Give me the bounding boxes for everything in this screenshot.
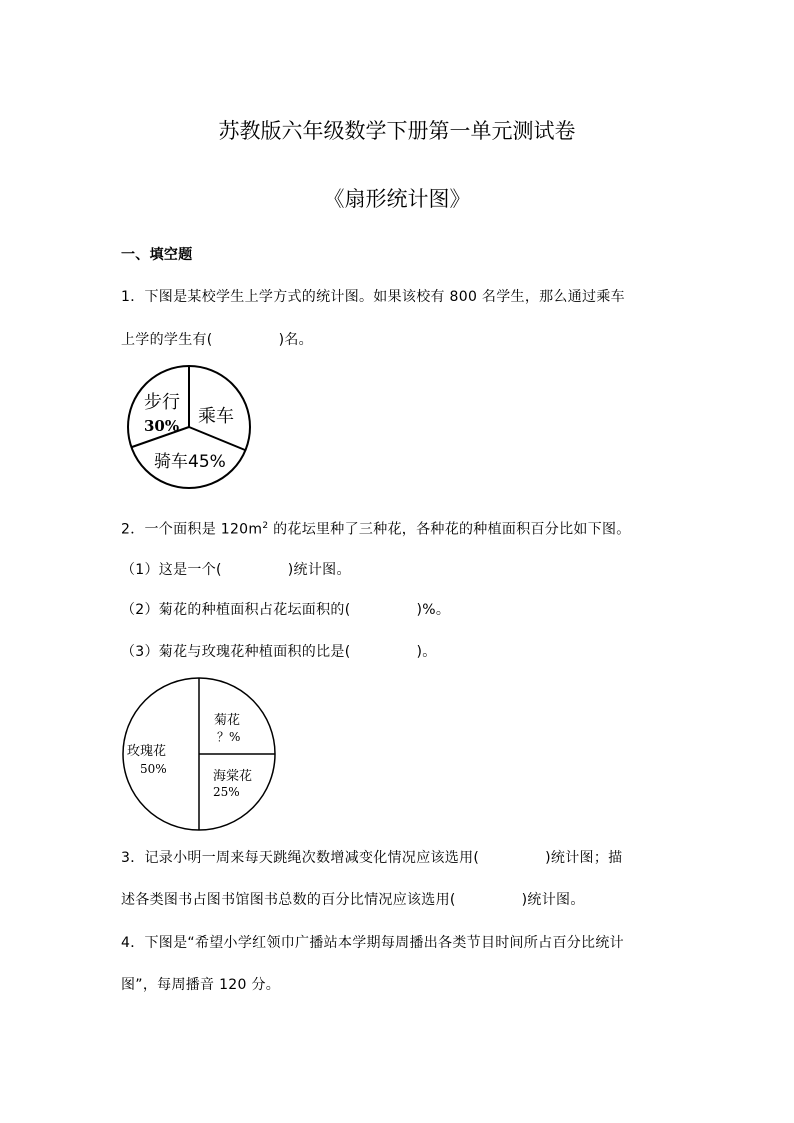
q3-line2-pre: 述各类图书占图书馆图书总数的百分比情况应该选用( [121,892,456,908]
q2-line1-pre: 2．一个面积是 120m [121,521,263,538]
q2-sub1 [121,560,351,580]
q2-sub3 [121,642,437,662]
q3-line2 [121,890,585,910]
q2-sub1-pre: （1）这是一个( [121,562,222,578]
q2-superscript: 2 [262,521,269,531]
section-heading: 一、填空题 [121,247,193,263]
q2-sub3-pre: （3）菊花与玫瑰花种植面积的比是( [121,644,351,660]
q2-slice-label-rose: 玫瑰花 [127,744,167,759]
q2-slice-value-begonia: 25% [213,785,240,799]
q3-line1-pre: 3．记录小明一周来每天跳绳次数增减变化情况应该选用( [121,850,480,866]
q3-line1 [121,848,622,868]
q2-slice-label-chrysanthemum: 菊花 [214,713,241,728]
q2-pie-chart [120,675,280,835]
q4-line2: 图”，每周播音 120 分。 [121,977,281,993]
q4-line1: 4．下图是“希望小学红领巾广播站本学期每周播出各类节目时间所占百分比统计 [121,935,624,951]
q1-line2 [121,330,313,350]
q1-slice-value-walk: 30% [144,417,180,435]
q1-line1: 1．下图是某校学生上学方式的统计图。如果该校有 800 名学生，那么通过乘车 [121,289,625,305]
q2-sub1-post: )统计图。 [287,562,351,578]
document-title: 苏教版六年级数学下册第一单元测试卷 [218,119,576,143]
q2-sub2 [121,600,450,620]
q2-sub3-post: )。 [416,644,437,660]
q2-line1 [121,516,631,540]
q2-line1-post: 的花坛里种了三种花，各种花的种植面积百分比如下图。 [268,521,631,538]
q1-line2-pre: 上学的学生有( [121,332,213,348]
q1-slice-label-walk: 步行 [144,392,180,413]
q3-line1-post: )统计图；描 [545,850,623,866]
q1-pie-divider-right [189,427,245,450]
q1-slice-label-bike: 骑车45% [154,452,226,472]
q2-sub2-pre: （2）菊花的种植面积占花坛面积的( [121,602,351,618]
q1-pie-chart [120,368,280,498]
q2-slice-label-begonia: 海棠花 [213,769,253,784]
q3-line2-post: )统计图。 [521,892,585,908]
q1-slice-label-bus: 乘车 [198,406,234,427]
q2-slice-value-chrysanthemum: ？% [217,730,241,744]
q2-slice-value-rose: 50% [140,762,167,776]
q1-line2-post: )名。 [278,332,313,348]
q2-sub2-post: )%。 [416,602,451,618]
document-subtitle: 《扇形统计图》 [323,187,471,211]
